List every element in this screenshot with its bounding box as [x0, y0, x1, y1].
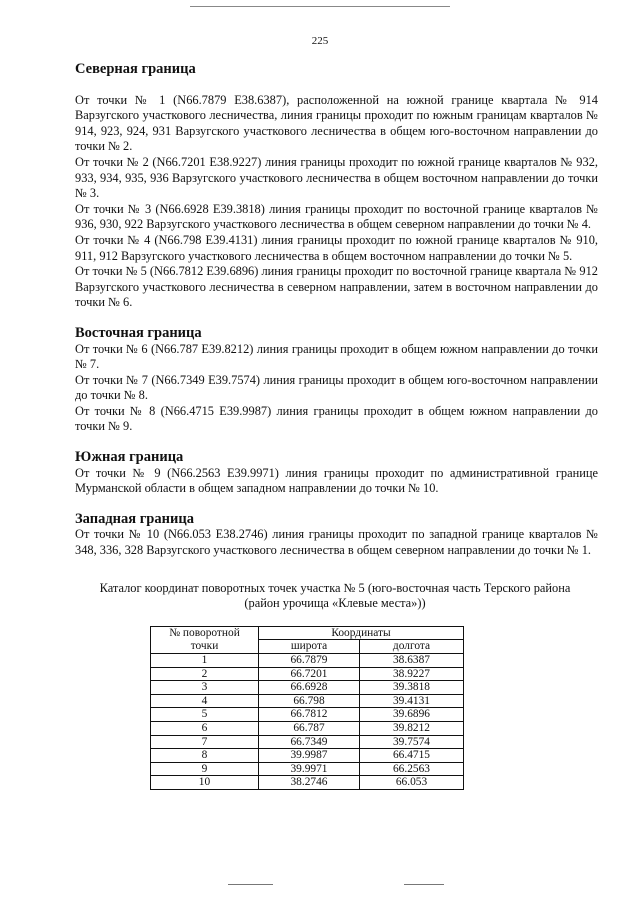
east-boundary-title: Восточная граница: [75, 324, 202, 341]
table-row: [151, 776, 464, 790]
bottom-scan-line: [228, 884, 273, 885]
table-row: [151, 654, 464, 668]
header-latitude: широта: [259, 640, 360, 654]
north-boundary-section: [75, 62, 598, 311]
header-longitude: долгота: [360, 640, 464, 654]
boundary-paragraph: От точки № 1 (N66.7879 E38.6387), расположенной на южной границе квартала № 914 Варзугского участкового лесничества, линия границы проходит по южным границам кварталов № 914, 923, 924, 931 Варзугского участкового лесничества в общем юго-восточном направлении до точки № 2.: [75, 92, 598, 154]
cell-longitude: 39.3818: [360, 681, 464, 695]
cell-longitude: 39.7574: [360, 735, 464, 749]
cell-latitude: 66.7201: [259, 667, 360, 681]
table-row: [151, 667, 464, 681]
cell-latitude: 66.7812: [259, 708, 360, 722]
cell-longitude: 66.2563: [360, 762, 464, 776]
cell-latitude: 66.7349: [259, 735, 360, 749]
catalog-title: [70, 581, 600, 612]
boundary-paragraph: От точки № 7 (N66.7349 E39.7574) линия границы проходит в общем юго-восточном направлении до точки № 8.: [75, 372, 598, 403]
west-boundary-title: Западная граница: [75, 510, 194, 527]
cell-longitude: 38.6387: [360, 654, 464, 668]
table-row: [151, 749, 464, 763]
cell-point: 9: [151, 762, 259, 776]
header-coordinates: Координаты: [259, 626, 464, 640]
table-row: [151, 721, 464, 735]
boundary-paragraph: От точки № 5 (N66.7812 E39.6896) линия границы проходит по восточной границе квартала № 912 Варзугского участкового лесничества в северном направлении, затем в восточном направлении до точки № 6.: [75, 264, 598, 310]
boundary-paragraph: От точки № 6 (N66.787 E39.8212) линия границы проходит в общем южном направлении до точки № 7.: [75, 341, 598, 372]
west-boundary-section: [75, 512, 598, 559]
north-boundary-title: Северная граница: [75, 61, 196, 77]
page-number: 225: [311, 35, 329, 47]
table-row: [151, 694, 464, 708]
cell-point: 10: [151, 776, 259, 790]
cell-point: 3: [151, 681, 259, 695]
cell-latitude: 38.2746: [259, 776, 360, 790]
cell-latitude: 39.9987: [259, 749, 360, 763]
header-point: [151, 626, 259, 653]
boundary-paragraph: От точки № 3 (N66.6928 E39.3818) линия границы проходит по восточной границе кварталов № 936, 930, 922 Варзугского участкового лесничества в общем северном направлении до точки № 4.: [75, 201, 598, 232]
top-scan-line: [190, 6, 450, 7]
south-boundary-title: Южная граница: [75, 449, 184, 466]
cell-latitude: 66.6928: [259, 681, 360, 695]
east-boundary-section: [75, 326, 598, 435]
table-row: [151, 735, 464, 749]
bottom-scan-line: [404, 884, 444, 885]
coordinates-table: [150, 626, 464, 790]
cell-point: 1: [151, 654, 259, 668]
boundary-paragraph: От точки № 8 (N66.4715 E39.9987) линия границы проходит в общем южном направлении до точки № 9.: [75, 403, 598, 434]
cell-point: 2: [151, 667, 259, 681]
document-body: [75, 62, 598, 790]
cell-longitude: 66.4715: [360, 749, 464, 763]
header-point-line: точки: [190, 639, 219, 652]
cell-longitude: 39.8212: [360, 721, 464, 735]
catalog-title-line: Каталог координат поворотных точек участка № 5 (юго-восточная часть Терского района: [99, 580, 571, 595]
south-boundary-section: [75, 450, 598, 497]
header-point-line: № поворотной: [169, 627, 240, 640]
cell-longitude: 39.4131: [360, 694, 464, 708]
cell-longitude: 66.053: [360, 776, 464, 790]
cell-latitude: 66.787: [259, 721, 360, 735]
cell-latitude: 66.7879: [259, 654, 360, 668]
catalog-title-line: (район урочища «Клевые места»)): [244, 596, 426, 611]
table-row: [151, 708, 464, 722]
cell-longitude: 39.6896: [360, 708, 464, 722]
table-row: [151, 762, 464, 776]
cell-point: 5: [151, 708, 259, 722]
boundary-paragraph: От точки № 4 (N66.798 E39.4131) линия границы проходит по южной границе кварталов № 910, 911, 912 Варзугского участкового лесничества в общем восточном направлении до точки № 5.: [75, 232, 598, 263]
cell-latitude: 66.798: [259, 694, 360, 708]
cell-point: 4: [151, 694, 259, 708]
cell-longitude: 38.9227: [360, 667, 464, 681]
cell-latitude: 39.9971: [259, 762, 360, 776]
table-row: [151, 681, 464, 695]
cell-point: 8: [151, 749, 259, 763]
boundary-paragraph: От точки № 10 (N66.053 E38.2746) линия границы проходит по западной границе кварталов № 348, 336, 328 Варзугского участкового лесничества в общем северном направлении до точки № 1.: [75, 527, 598, 558]
cell-point: 6: [151, 721, 259, 735]
boundary-paragraph: От точки № 9 (N66.2563 E39.9971) линия границы проходит по административной границе Мурманской области в общем западном направлении до точки № 10.: [75, 465, 598, 496]
boundary-paragraph: От точки № 2 (N66.7201 E38.9227) линия границы проходит по южной границе кварталов № 932, 933, 934, 935, 936 Варзугского участкового лесничества в общем восточном направлении до точки № 3.: [75, 154, 598, 201]
cell-point: 7: [151, 735, 259, 749]
